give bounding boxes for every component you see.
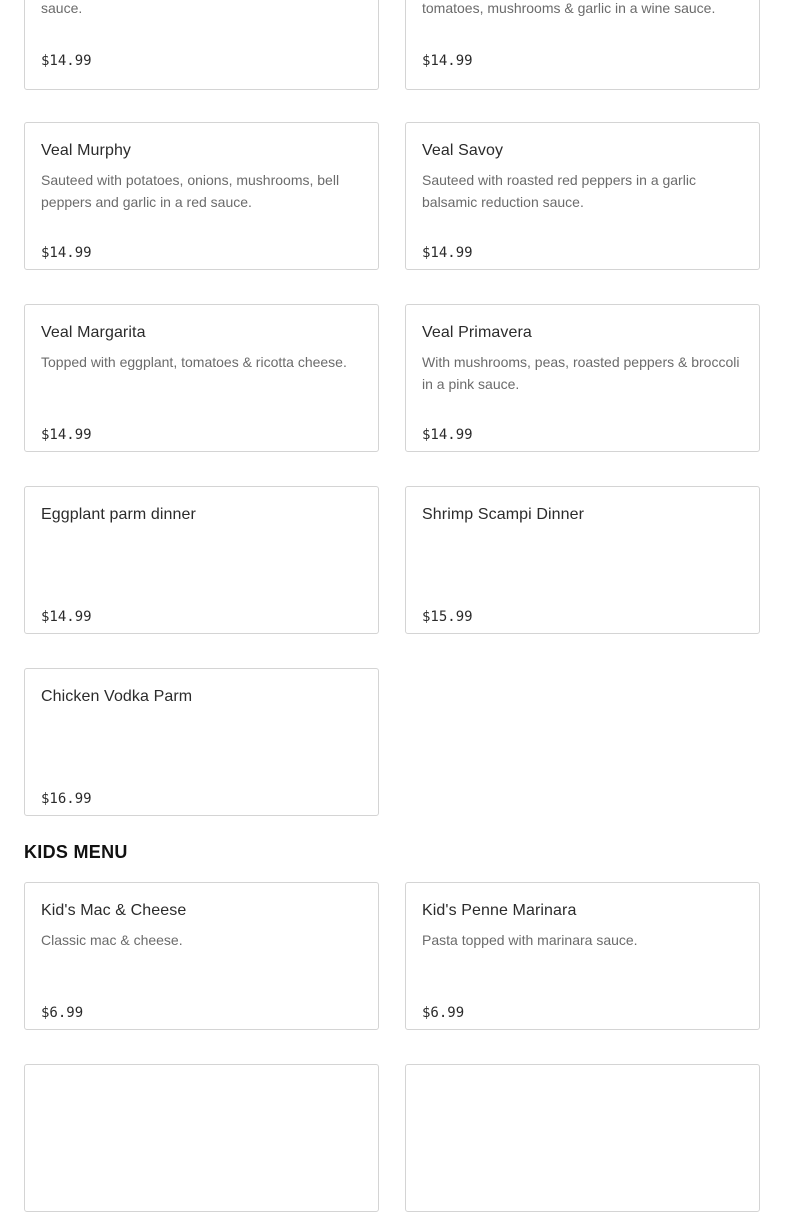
menu-item-card[interactable] bbox=[24, 0, 379, 90]
menu-item-price: $14.99 bbox=[41, 609, 92, 625]
menu-item-name: Veal Margarita bbox=[41, 324, 146, 341]
menu-item-name: Veal Murphy bbox=[41, 142, 132, 159]
menu-item-description: Classic mac & cheese. bbox=[41, 932, 183, 948]
menu-item-card[interactable] bbox=[405, 122, 760, 270]
menu-item-price: $15.99 bbox=[422, 609, 473, 625]
menu-item-card[interactable] bbox=[405, 0, 760, 90]
menu-item-name: Veal Primavera bbox=[422, 324, 532, 341]
menu-item-price: $14.99 bbox=[422, 245, 473, 261]
menu-item-price: $14.99 bbox=[41, 245, 92, 261]
menu-item-price: $6.99 bbox=[422, 1005, 465, 1021]
menu-item-description: tomatoes, mushrooms & garlic in a wine sauce. bbox=[422, 0, 716, 16]
menu-item-name: Kid's Penne Marinara bbox=[422, 902, 577, 919]
menu-item-card[interactable] bbox=[405, 304, 760, 452]
menu-item-name: Kid's Mac & Cheese bbox=[41, 902, 187, 919]
menu-item-card[interactable] bbox=[405, 1064, 760, 1212]
menu-item-description: Pasta topped with marinara sauce. bbox=[422, 932, 638, 948]
menu-item-price: $6.99 bbox=[41, 1005, 84, 1021]
menu-item-description: Topped with eggplant, tomatoes & ricotta cheese. bbox=[41, 354, 347, 370]
menu-item-description: Sauteed with roasted red peppers in a garlic balsamic reduction sauce. bbox=[422, 172, 696, 210]
menu-item-price: $14.99 bbox=[422, 53, 473, 69]
menu-item-price: $14.99 bbox=[422, 427, 473, 443]
menu-item-name: Shrimp Scampi Dinner bbox=[422, 506, 585, 523]
menu-item-name: Eggplant parm dinner bbox=[41, 506, 196, 523]
menu-item-card[interactable] bbox=[24, 668, 379, 816]
menu-item-description: Sauteed with potatoes, onions, mushrooms, bell peppers and garlic in a red sauce. bbox=[41, 172, 340, 210]
menu-item-description: sauce. bbox=[41, 0, 83, 16]
menu-item-card[interactable] bbox=[405, 882, 760, 1030]
menu-item-name: Veal Savoy bbox=[422, 142, 504, 159]
menu-item-price: $16.99 bbox=[41, 791, 92, 807]
menu-item-card[interactable] bbox=[405, 486, 760, 634]
menu-item-card[interactable] bbox=[24, 882, 379, 1030]
menu-item-card[interactable] bbox=[24, 1064, 379, 1212]
menu-item-price: $14.99 bbox=[41, 427, 92, 443]
menu-item-card[interactable] bbox=[24, 486, 379, 634]
section-title-kids-menu: KIDS MENU bbox=[24, 842, 128, 862]
menu-item-name: Chicken Vodka Parm bbox=[41, 688, 193, 705]
menu-item-card[interactable] bbox=[24, 304, 379, 452]
menu-item-card[interactable] bbox=[24, 122, 379, 270]
menu-item-description: With mushrooms, peas, roasted peppers & broccoli in a pink sauce. bbox=[422, 354, 740, 392]
menu-item-price: $14.99 bbox=[41, 53, 92, 69]
